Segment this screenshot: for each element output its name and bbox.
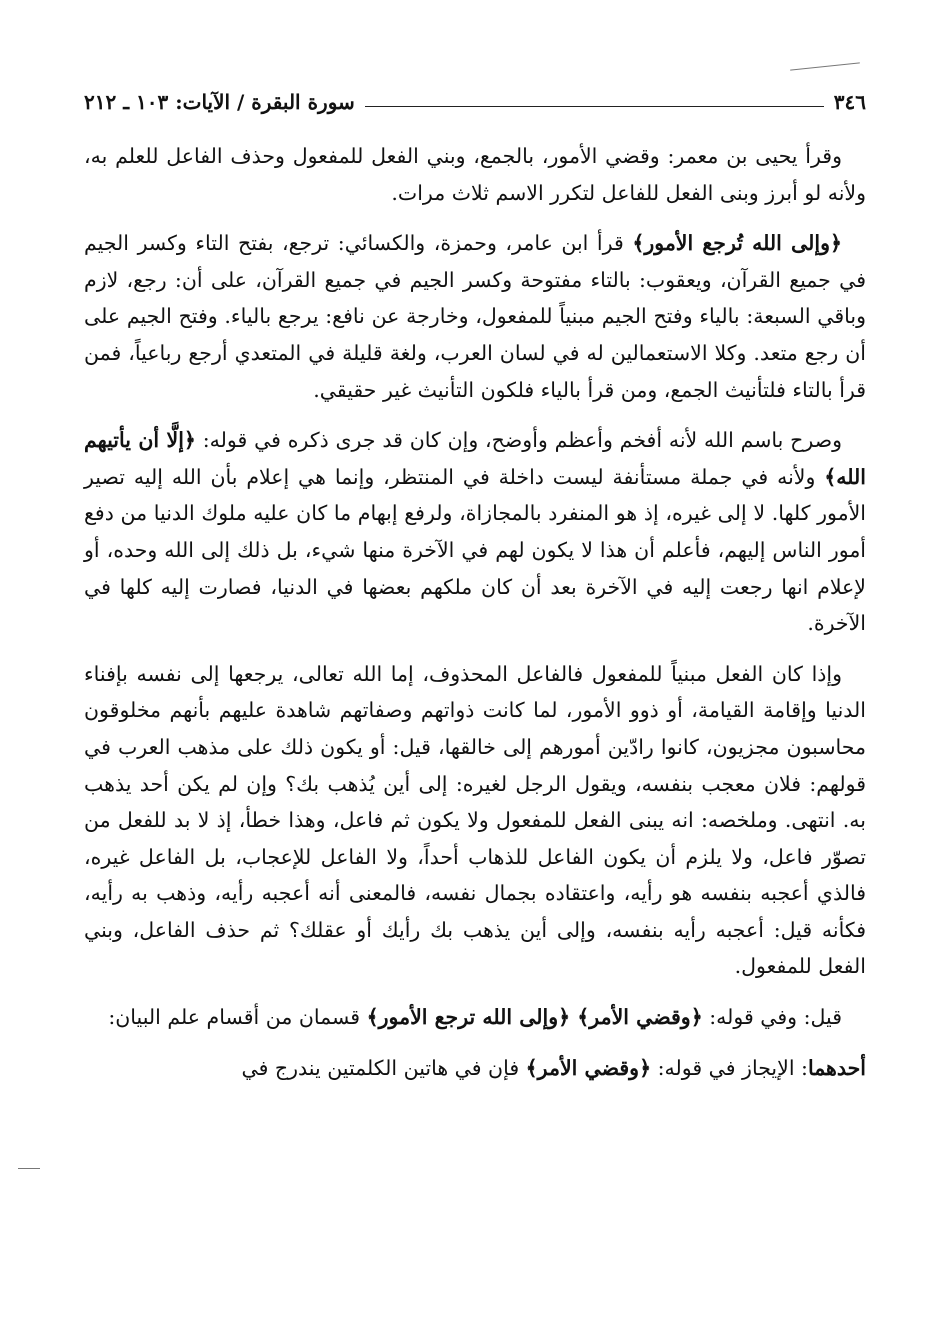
paragraph-5-text-after: قسمان من أقسام علم البيان: (108, 1005, 367, 1030)
paragraph-5-text-before: قيل: وفي قوله: (702, 1005, 842, 1030)
paragraph-3-text-before: وصرح باسم الله لأنه أفخم وأعظم وأوضح، وإن كان قد جرى ذكره في قوله: (195, 428, 842, 453)
header-rule (365, 106, 824, 107)
paragraph-5 (84, 999, 866, 1036)
scan-mark-left (18, 1168, 40, 1169)
paragraph-3-verse: ﴿إلَّا أن يأتيهم الله﴾ (84, 428, 866, 489)
paragraph-6 (84, 1050, 866, 1087)
page-body (84, 138, 866, 1100)
paragraph-5-verses: ﴿وقضي الأمر﴾ ﴿وإلى الله ترجع الأمور﴾ (366, 1005, 703, 1030)
page-number: ٣٤٦ (833, 90, 866, 114)
paragraph-6-verse: ﴿وقضي الأمر﴾ (525, 1055, 652, 1080)
paragraph-4-text: وإذا كان الفعل مبنياً للمفعول فالفاعل المحذوف، إما الله تعالى، يرجعها إلى نفسه بإفناء الدنيا وإقامة القيامة، أو ذوو الأمور، لما كانت ذواتهم وصفاتهم شاهدة عليهم بأنهم مخلوقون محاسبون مجزيون، كانوا رادّين أمورهم إلى خالقها، قيل: أو يكون ذلك على مذهب العرب في قولهم: فلان معجب بنفسه، ويقول الرجل لغيره: إلى أين يُذهب بك؟ وإن لم يكن أحد يذهب به. انتهى. وملخصه: انه يبنى الفعل للمفعول ولا يكون ثم فاعل، وهذا خطأ، إذ لا بد للفعل من تصوّر فاعل، ولا يلزم أن يكون الفاعل للذهاب أحداً، ولا الفاعل للإعجاب، بل الفاعل غيره، فالذي أعجبه بنفسه هو رأيه، واعتقاده بجمال نفسه، فالمعنى أنه أعجبه رأيه، وذهب به رأيه، فكأنه قيل: أعجبه رأيه بنفسه، وإلى أين يذهب بك رأيك أو عقلك؟ ثم حذف الفاعل، وبني الفعل للمفعول. (84, 661, 866, 979)
paragraph-1 (84, 138, 866, 211)
paragraph-6-lead: أحدهما (807, 1055, 866, 1080)
paragraph-3-text-after: ولأنه في جملة مستأنفة ليست داخلة في المنتظر، وإنما هي إعلام بأن الله إليه تصير الأمور كلها. لا إلى غيره، إذ هو المنفرد بالمجازاة، ولرفع إبهام ما كان عليه ملوك الدنيا من دفع أمور الناس إليهم، فأعلم أن هذا لا يكون لهم في الآخرة منها شيء، بل ذلك إلى الله وحده، أو لإعلام انها رجعت إليه في الآخرة بعد أن كان ملكهم بعضها في الدنيا، فصارت إليه كلها في الآخرة. (84, 464, 866, 636)
paragraph-4 (84, 656, 866, 985)
scan-mark-top (790, 62, 860, 70)
paragraph-2 (84, 225, 866, 408)
paragraph-3 (84, 422, 866, 642)
paragraph-1-text: وقرأ يحيى بن معمر: وقضي الأمور، بالجمع، وبني الفعل للمفعول وحذف الفاعل للعلم به، ولأنه لو أبرز وبنى الفعل للفاعل لتكرر الاسم ثلاث مرات. (84, 144, 866, 205)
paragraph-2-verse: ﴿وإلى الله تُرجع الأمور﴾ (632, 231, 842, 256)
paragraph-2-text: قرأ ابن عامر، وحمزة، والكسائي: ترجع، بفتح التاء وكسر الجيم في جميع القرآن، ويعقوب: بالتاء مفتوحة وكسر الجيم في جميع القرآن، على أن: رجع، لازم وباقي السبعة: بالياء وفتح الجيم مبنياً للمفعول، وخارجة عن نافع: يرجع بالياء. وفتح الجيم على أن رجع متعد. وكلا الاستعمالين له في لسان العرب، ولغة قليلة في المتعدي أرجع رباعياً، فمن قرأ بالتاء فلتأنيث الجمع، ومن قرأ بالياء فلكون التأنيث غير حقيقي. (84, 231, 866, 402)
page-header (84, 84, 866, 114)
paragraph-6-text-before: : الإيجاز في قوله: (651, 1055, 808, 1080)
running-title: سورة البقرة / الآيات: ١٠٣ ـ ٢١٢ (84, 90, 355, 114)
paragraph-6-text-after: فإن في هاتين الكلمتين يندرج في (241, 1055, 526, 1080)
